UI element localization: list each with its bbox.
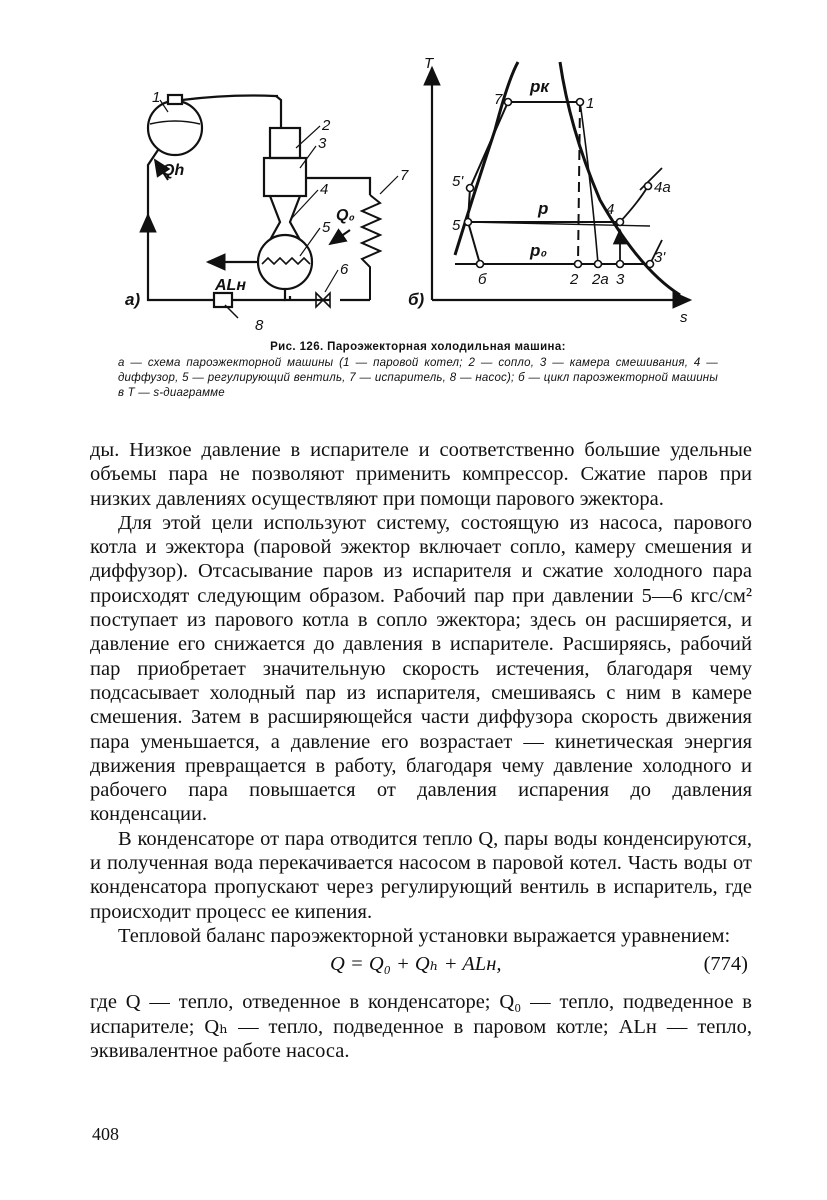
page-number: 408	[92, 1124, 119, 1144]
label-point-2: 2	[570, 271, 579, 288]
body-text	[90, 438, 752, 1063]
label-6: 6	[340, 261, 349, 278]
nozzle	[270, 128, 300, 158]
condenser-coil	[362, 195, 380, 300]
label-point-b: б	[478, 271, 487, 288]
equation-formula: Q = Q₀ + Qₕ + ALн,	[330, 953, 502, 976]
point-2a	[595, 261, 602, 268]
caption-body: а — схема пароэжекторной машины (1 — паровой котел; 2 — сопло, 3 — камера смешивания, 4 — диффузор, 5 — регулирующий вентиль, 7 — испаритель, 8 — насос); б — цикл пароэжекторной машины в T — s-диаграмме	[118, 357, 718, 399]
figure-caption	[118, 340, 718, 401]
point-7	[505, 99, 512, 106]
point-4	[617, 219, 624, 226]
point-5prime	[467, 185, 474, 192]
paragraph-2: Для этой цели используют систему, состоящую из насоса, парового котла и эжектора (паровой эжектор включает сопло, камеру смешения и диффузор). Отсасывание паров из испарителя и сжатие холодного пара происходят следующим образом. Рабочий пар при давлении 5—6 кгс/см² поступает из парового котла в сопло эжектора; здесь он расширяется, и давление его снижается до давления в испарителе. Расширяясь, рабочий пар приобретает значительную скорость истечения, благодаря чему подсасывает холодный пар из испарителя, смешиваясь с ним в камере смешения. Затем в расширяющейся части диффузора скорость движения пара уменьшается, а давление его возрастает — кинетическая энергия движения превращается в работу, благодаря чему давление холодного и рабочего пара повышается от давления испарения до давления конденсации.	[90, 511, 752, 826]
panel-label-a: а)	[125, 290, 141, 309]
point-2	[575, 261, 582, 268]
label-7: 7	[400, 167, 409, 184]
equation-774	[90, 952, 752, 982]
label-2: 2	[322, 117, 331, 134]
caption-title: Рис. 126. Пароэжекторная холодильная машина:	[270, 341, 566, 353]
label-p0: p₀	[530, 241, 548, 260]
label-q0: Q₀	[336, 207, 355, 224]
point-1	[577, 99, 584, 106]
label-pk: pк	[530, 77, 550, 96]
label-4: 4	[320, 181, 329, 198]
label-qh: Qh	[162, 162, 185, 179]
label-p: p	[538, 199, 549, 218]
label-al-h: ALн	[215, 277, 246, 294]
paragraph-1: ды. Низкое давление в испарителе и соответственно большие удельные объемы пара не позволяют применить компрессор. Сжатие паров при низких давлениях осуществляют при помощи парового эжектора.	[90, 439, 752, 510]
point-3	[617, 261, 624, 268]
axis-t-label: T	[424, 55, 434, 72]
label-point-4a: 4a	[654, 179, 671, 196]
mixing-chamber	[264, 158, 306, 196]
equation-number: (774)	[703, 953, 748, 976]
panel-label-b: б)	[408, 290, 425, 309]
label-5: 5	[322, 219, 331, 236]
paragraph-3: В конденсаторе от пара отводится тепло Q, пары воды конденсируются, и полученная вода перекачивается насосом в паровой котел. Часть воды от конденсатора пропускают через регулирующий вентиль в испаритель, где происходит процесс ее кипения.	[90, 827, 752, 923]
paragraph-5: где Q — тепло, отведенное в конденсаторе; Q₀ — тепло, подведенное в испарителе; Qₕ — тепло, подведенное в паровом котле; ALн — тепло, эквивалентное работе насоса.	[90, 991, 752, 1062]
label-point-1: 1	[586, 95, 595, 112]
axis-s-label: s	[680, 309, 688, 326]
point-5	[465, 219, 472, 226]
point-3prime	[647, 261, 654, 268]
label-1: 1	[152, 89, 161, 106]
label-point-7: 7	[494, 91, 503, 108]
label-point-5: 5	[452, 217, 461, 234]
diffuser	[270, 196, 300, 240]
label-3: 3	[318, 135, 327, 152]
point-b	[477, 261, 484, 268]
label-point-3prime: 3'	[654, 249, 666, 266]
label-point-5prime: 5'	[452, 173, 464, 190]
boiler	[148, 101, 202, 155]
label-point-4: 4	[606, 201, 615, 218]
point-4a	[645, 183, 652, 190]
pump	[214, 293, 232, 307]
label-point-2a: 2a	[592, 271, 609, 288]
paragraph-4: Тепловой баланс пароэжекторной установки выражается уравнением:	[118, 924, 731, 947]
label-8: 8	[255, 317, 264, 334]
label-point-3: 3	[616, 271, 625, 288]
